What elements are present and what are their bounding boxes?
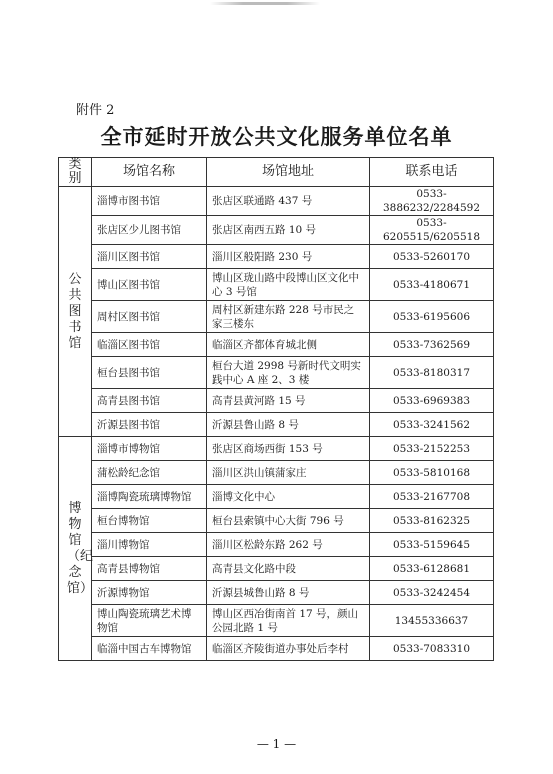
category-cell — [59, 437, 92, 661]
venue-address: 沂源县城鲁山路 8 号 — [207, 581, 370, 605]
table-row — [59, 389, 494, 413]
table-body — [59, 187, 494, 661]
venue-phone: 13455336637 — [370, 605, 494, 637]
table-header-row — [59, 158, 494, 187]
venue-phone: 0533-6195606 — [370, 301, 494, 333]
venue-address: 高青县文化路中段 — [207, 557, 370, 581]
venue-phone: 0533-3241562 — [370, 413, 494, 437]
venue-address: 周村区新建东路 228 号市民之家三楼东 — [207, 301, 370, 333]
table-row — [59, 605, 494, 637]
venue-name: 博山区图书馆 — [92, 269, 207, 301]
table-row — [59, 509, 494, 533]
table-row — [59, 461, 494, 485]
venue-name: 高青县博物馆 — [92, 557, 207, 581]
venue-address: 淄川区松龄东路 262 号 — [207, 533, 370, 557]
table-row — [59, 437, 494, 461]
venue-phone: 0533-5260170 — [370, 245, 494, 269]
table-row — [59, 216, 494, 245]
page-number: — 1 — — [256, 737, 297, 751]
venue-phone: 0533-7362569 — [370, 333, 494, 357]
venue-phone: 0533-2152253 — [370, 437, 494, 461]
venue-name: 桓台博物馆 — [92, 509, 207, 533]
venue-phone: 0533-5810168 — [370, 461, 494, 485]
venue-name: 沂源县图书馆 — [92, 413, 207, 437]
table-row — [59, 581, 494, 605]
table-row — [59, 301, 494, 333]
venue-address: 淄博文化中心 — [207, 485, 370, 509]
venue-name: 蒲松龄纪念馆 — [92, 461, 207, 485]
venue-address: 临淄区齐陵街道办事处后李村 — [207, 637, 370, 661]
table-row — [59, 637, 494, 661]
venue-phone: 0533-3242454 — [370, 581, 494, 605]
table-row — [59, 269, 494, 301]
category-label: 博物馆（纪念馆） — [67, 500, 94, 596]
document-title: 全市延时开放公共文化服务单位名单 — [100, 124, 453, 149]
header-category: 类别 — [59, 158, 92, 187]
table-row — [59, 413, 494, 437]
venue-name: 临淄中国古车博物馆 — [92, 637, 207, 661]
venue-name: 淄博市图书馆 — [92, 187, 207, 216]
table-row — [59, 333, 494, 357]
units-table — [58, 157, 494, 661]
venue-phone: 0533-6128681 — [370, 557, 494, 581]
venue-name: 淄博市博物馆 — [92, 437, 207, 461]
venue-address: 淄川区般阳路 230 号 — [207, 245, 370, 269]
table-row — [59, 557, 494, 581]
venue-name: 高青县图书馆 — [92, 389, 207, 413]
venue-phone: 0533-6969383 — [370, 389, 494, 413]
venue-name: 临淄区图书馆 — [92, 333, 207, 357]
venue-phone: 0533-7083310 — [370, 637, 494, 661]
venue-address: 博山区西冶街南首 17 号，颜山公园北路 1 号 — [207, 605, 370, 637]
venue-phone: 0533-5159645 — [370, 533, 494, 557]
table-row — [59, 533, 494, 557]
venue-address: 博山区珑山路中段博山区文化中心 3 号馆 — [207, 269, 370, 301]
venue-address: 桓台大道 2998 号新时代文明实践中心 A 座 2、3 楼 — [207, 357, 370, 389]
venue-name: 沂源博物馆 — [92, 581, 207, 605]
venue-address: 沂源县鲁山路 8 号 — [207, 413, 370, 437]
header-name: 场馆名称 — [92, 158, 207, 187]
header-phone: 联系电话 — [370, 158, 494, 187]
venue-address: 淄川区洪山镇蒲家庄 — [207, 461, 370, 485]
venue-phone: 0533-3886232/2284592 — [370, 187, 494, 216]
venue-address: 张店区商场西街 153 号 — [207, 437, 370, 461]
venue-address: 桓台县索镇中心大街 796 号 — [207, 509, 370, 533]
venue-name: 淄博陶瓷琉璃博物馆 — [92, 485, 207, 509]
venue-phone: 0533-8180317 — [370, 357, 494, 389]
venue-name: 淄川博物馆 — [92, 533, 207, 557]
venue-address: 张店区联通路 437 号 — [207, 187, 370, 216]
header-address: 场馆地址 — [207, 158, 370, 187]
scan-artifact — [210, 2, 320, 5]
venue-address: 临淄区齐都体育城北侧 — [207, 333, 370, 357]
attachment-label: 附件 2 — [76, 103, 115, 118]
table-row — [59, 357, 494, 389]
venue-name: 桓台县图书馆 — [92, 357, 207, 389]
venue-name: 淄川区图书馆 — [92, 245, 207, 269]
table-row — [59, 187, 494, 216]
category-label: 公共图书馆 — [68, 271, 82, 351]
venue-name: 博山陶瓷琉璃艺术博物馆 — [92, 605, 207, 637]
venue-phone: 0533-2167708 — [370, 485, 494, 509]
table-row — [59, 485, 494, 509]
venue-name: 张店区少儿图书馆 — [92, 216, 207, 245]
venue-phone: 0533-8162325 — [370, 509, 494, 533]
table-row — [59, 245, 494, 269]
category-cell — [59, 187, 92, 437]
venue-phone: 0533-6205515/6205518 — [370, 216, 494, 245]
venue-address: 高青县黄河路 15 号 — [207, 389, 370, 413]
venue-phone: 0533-4180671 — [370, 269, 494, 301]
venue-address: 张店区南西五路 10 号 — [207, 216, 370, 245]
venue-name: 周村区图书馆 — [92, 301, 207, 333]
